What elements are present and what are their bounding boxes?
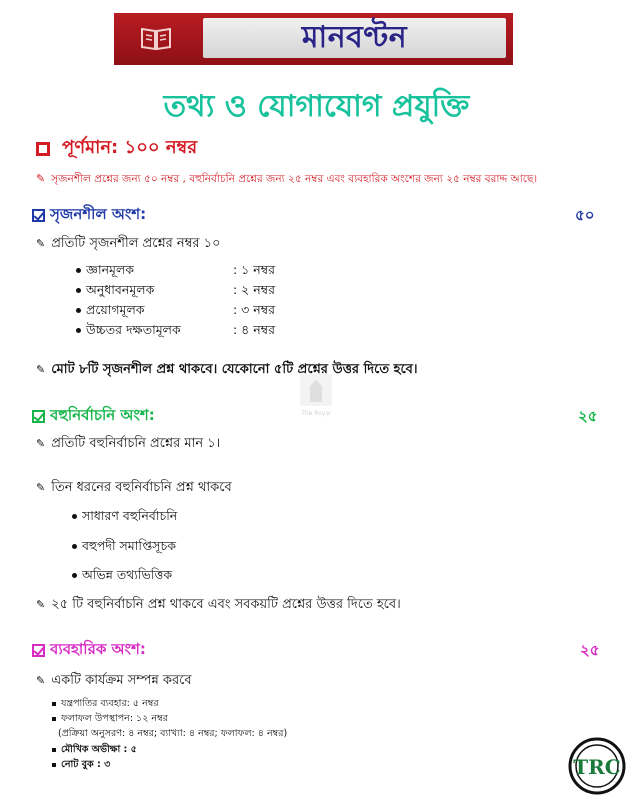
pen-icon: ✎ bbox=[36, 598, 46, 611]
pen-icon: ✎ bbox=[36, 481, 46, 494]
mcq-line-3 bbox=[36, 595, 401, 616]
header-title-box bbox=[203, 18, 506, 58]
checkbox-icon bbox=[32, 410, 45, 423]
list-item-value: : ৩ নম্বর bbox=[233, 302, 275, 317]
mcq-line-1-text: প্রতিটি বহুনির্বাচনি প্রশ্নের মান ১। bbox=[51, 436, 221, 451]
checkbox-icon bbox=[32, 209, 45, 222]
list-item: ফলাফল উপস্থাপন: ১২ নম্বর bbox=[52, 712, 168, 727]
list-item: যন্ত্রপাতির ব্যবহার: ৫ নম্বর bbox=[52, 697, 159, 712]
bullet-icon bbox=[52, 717, 56, 721]
page-title: মানবণ্টন bbox=[301, 19, 408, 55]
list-item: মৌখিক অভীক্ষা : ৫ bbox=[52, 743, 137, 758]
pen-icon: ✎ bbox=[36, 237, 46, 250]
list-item: সাধারণ বহুনির্বাচনি bbox=[72, 508, 177, 528]
bullet-icon bbox=[76, 288, 81, 293]
subject-title: তথ্য ও যোগাযোগ প্রযুক্তি bbox=[163, 89, 470, 124]
bullet-icon bbox=[76, 308, 81, 313]
mcq-section-title: বহুনির্বাচনি অংশ: bbox=[50, 406, 155, 424]
creative-section-title: সৃজনশীল অংশ: bbox=[50, 205, 147, 223]
practical-line-1-text: একটি কার্যক্রম সম্পন্ন করবে bbox=[51, 673, 192, 688]
bullet-icon bbox=[72, 514, 77, 519]
creative-line-2-text: মোট ৮টি সৃজনশীল প্রশ্ন থাকবে। যেকোনো ৫টি প্রশ্নের উত্তর দিতে হবে। bbox=[51, 362, 418, 377]
creative-line-2 bbox=[36, 360, 418, 381]
list-item-value: : ৪ নম্বর bbox=[233, 322, 275, 337]
bullet-icon bbox=[52, 748, 56, 752]
mcq-line-1 bbox=[36, 434, 220, 455]
intro-note bbox=[36, 172, 537, 189]
list-item-value: : ১ নম্বর bbox=[233, 262, 275, 277]
pen-icon: ✎ bbox=[36, 437, 46, 450]
full-marks-row bbox=[36, 133, 197, 164]
mcq-line-2-text: তিন ধরনের বহুনির্বাচনি প্রশ্ন থাকবে bbox=[51, 480, 232, 495]
list-item-detail: (প্রক্রিয়া অনুসরণ: ৪ নম্বর; ব্যাখ্যা: ৪ নম্বর; ফলাফল: ৪ নম্বর) bbox=[58, 728, 288, 739]
open-book-icon bbox=[124, 18, 188, 60]
list-item: অভিন্ন তথ্যভিত্তিক bbox=[72, 567, 172, 587]
list-item: নোট বুক : ৩ bbox=[52, 758, 110, 773]
creative-section-heading bbox=[32, 203, 146, 228]
intro-text: সৃজনশীল প্রশ্নের জন্য ৫০ নম্বর , বহুনির্বাচনি প্রশ্নের জন্য ২৫ নম্বর এবং ব্যবহারিক অংশের জন্য ২৫ নম্বর বরাদ্দ আছে। bbox=[51, 173, 538, 185]
full-marks-text: পূর্ণমান: ১০০ নম্বর bbox=[62, 137, 198, 158]
bullet-icon bbox=[76, 328, 81, 333]
list-item: উচ্চতর দক্ষতামূলক bbox=[76, 322, 181, 342]
bullet-icon bbox=[76, 268, 81, 273]
practical-marks: ২৫ bbox=[580, 641, 600, 659]
bullet-icon bbox=[72, 573, 77, 578]
list-item: বহুপদী সমাপ্তিসূচক bbox=[72, 538, 176, 558]
practical-section-heading bbox=[32, 638, 146, 663]
list-item-value: : ২ নম্বর bbox=[233, 282, 275, 297]
practical-line-1 bbox=[36, 671, 192, 692]
pen-icon: ✎ bbox=[36, 363, 46, 376]
pen-icon: ✎ bbox=[36, 172, 46, 185]
bullet-icon bbox=[52, 763, 56, 767]
mcq-line-3-text: ২৫ টি বহুনির্বাচনি প্রশ্ন থাকবে এবং সবকয়টি প্রশ্নের উত্তর দিতে হবে। bbox=[51, 597, 401, 612]
pen-icon: ✎ bbox=[36, 674, 46, 687]
creative-line-1 bbox=[36, 234, 221, 255]
svg-text:The Royal: The Royal bbox=[301, 410, 331, 417]
practical-section-title: ব্যবহারিক অংশ: bbox=[50, 640, 146, 658]
list-item: প্রয়োগমূলক bbox=[76, 302, 145, 322]
svg-text:TRC: TRC bbox=[573, 755, 621, 779]
checkbox-icon bbox=[32, 644, 45, 657]
mcq-section-heading bbox=[32, 404, 155, 429]
watermark-logo bbox=[296, 372, 336, 418]
creative-marks: ৫০ bbox=[575, 206, 595, 224]
bullet-icon bbox=[72, 544, 77, 549]
mcq-line-2 bbox=[36, 478, 232, 499]
list-item: জ্ঞানমূলক bbox=[76, 262, 134, 282]
stamp-logo bbox=[568, 737, 626, 795]
bullet-icon bbox=[52, 702, 56, 706]
mcq-marks: ২৫ bbox=[578, 407, 598, 425]
square-bullet-icon bbox=[36, 142, 50, 156]
creative-line-1-text: প্রতিটি সৃজনশীল প্রশ্নের নম্বর ১০ bbox=[51, 236, 221, 251]
list-item: অনুধাবনমূলক bbox=[76, 282, 154, 302]
